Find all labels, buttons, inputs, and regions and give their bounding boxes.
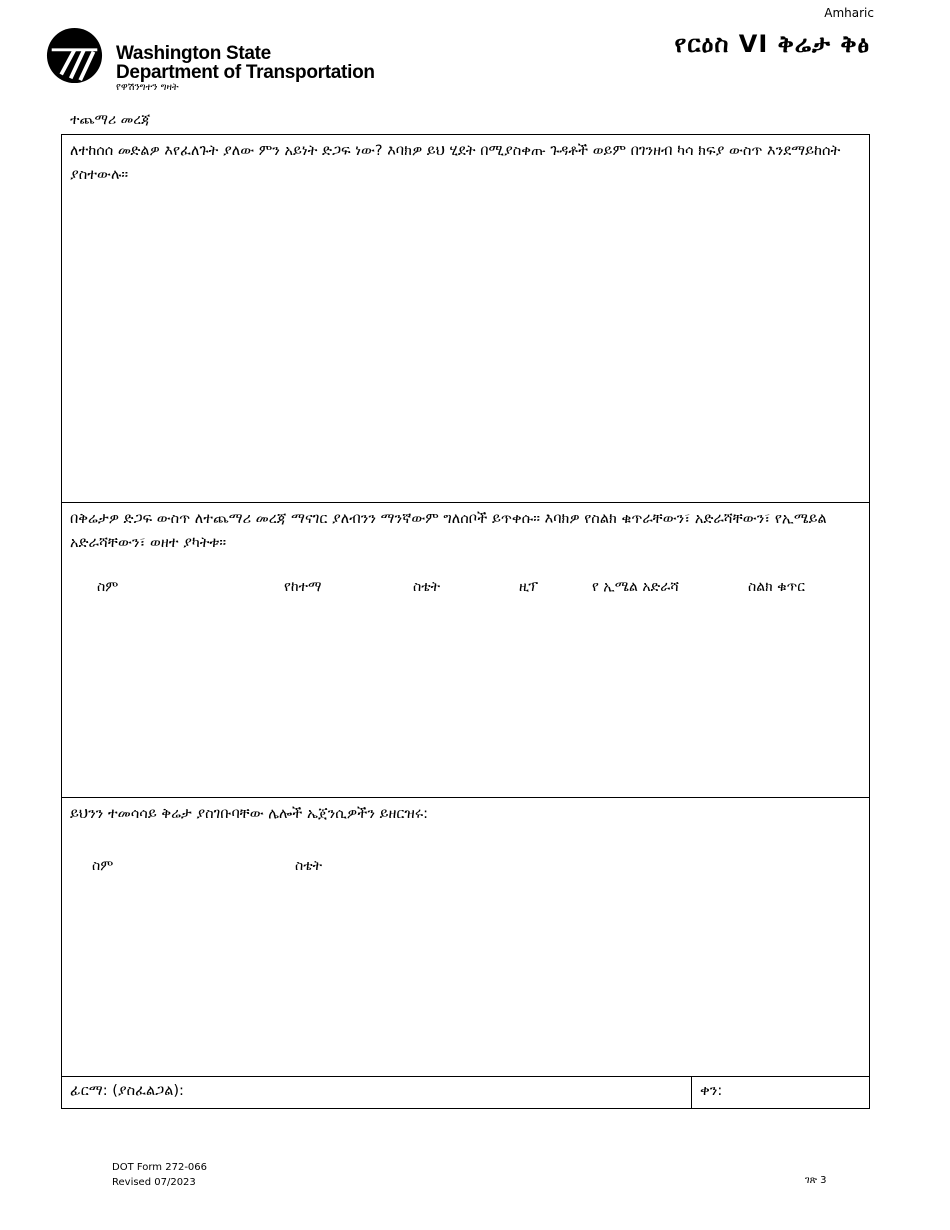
other-agencies-prompt: ይህንን ተመሳሳይ ቅሬታ ያስገቡባቸው ሌሎች ኤጀንሲዎችን ይዘርዝሩ: — [70, 806, 428, 822]
page-number: ገጽ 3 — [805, 1175, 827, 1186]
language-label: Amharic — [824, 6, 874, 20]
agencies-col-name: ስም — [92, 858, 114, 874]
contacts-prompt: በቅሬታዎ ድጋፍ ውስጥ ለተጨማሪ መረጃ ማናገር ያለብንን ማንኛውም ግለሰቦች ይጥቀሱ። እባክዎ የስልክ ቁጥራቸውን፣ አድራሻቸውን፣ የኢሜይል አድራሻቸውን፣ ወዘተ ያካትቱ። — [70, 511, 827, 551]
contacts-col-email: የ ኢሜል አድራሻ — [592, 579, 680, 595]
form-number: DOT Form 272-066 — [112, 1162, 208, 1173]
form-info — [112, 1160, 207, 1190]
agency-name-line1: Washington State — [116, 43, 271, 64]
date-field[interactable]: ቀን: — [700, 1083, 723, 1099]
form-title: የርዕስ VI ቅሬታ ቅፅ — [674, 30, 870, 58]
contacts-col-state: ስቴት — [413, 579, 441, 595]
signature-row — [62, 1077, 869, 1109]
agencies-col-state: ስቴት — [295, 858, 323, 874]
other-agencies-box[interactable] — [62, 798, 869, 1077]
revised-date: Revised 07/2023 — [112, 1177, 196, 1188]
section-title: ተጨማሪ መረጃ — [70, 112, 151, 128]
contacts-col-city: የከተማ — [284, 579, 322, 595]
agency-name-line2: Department of Transportation — [116, 62, 375, 83]
agency-name — [116, 44, 375, 82]
contacts-box[interactable] — [62, 503, 869, 798]
agency-subtitle: የዋሽንግተን ግዛት — [116, 82, 179, 93]
contacts-col-name: ስም — [97, 579, 119, 595]
contacts-col-zip: ዚፕ — [519, 579, 539, 595]
signature-date-divider — [691, 1077, 692, 1109]
form-frame — [61, 134, 870, 1109]
signature-field[interactable]: ፊርማ: (ያስፈልጋል): — [70, 1083, 184, 1099]
contacts-col-phone: ስልክ ቁጥር — [748, 579, 806, 595]
support-sought-prompt: ለተከሰሰ መድልዎ እየፈለጉት ያለው ምን አይነት ድጋፍ ነው? እባክዎ ይህ ሂደት በሚያስቀጡ ጉዳቶች ወይም በገንዘብ ካሳ ክፍያ ውስጥ እንደማይከሰት ያስተውሉ። — [70, 143, 841, 183]
wsdot-logo-icon — [46, 27, 103, 84]
support-sought-box[interactable] — [62, 135, 869, 503]
